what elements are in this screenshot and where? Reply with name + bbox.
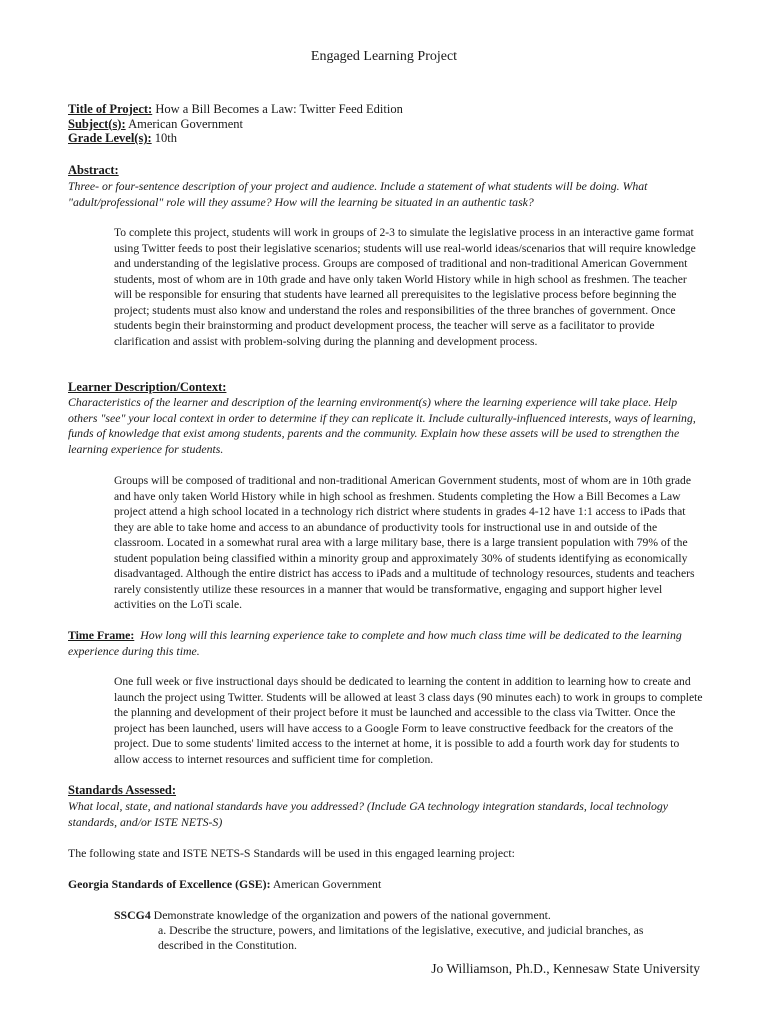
grade-row (68, 131, 403, 146)
title-row (68, 102, 403, 117)
timeframe-body: One full week or five instructional days should be dedicated to learning the content in addition to learning how to create and launch the project using Twitter. Students will be allowed at least 3 class days (90 minutes each) to work in groups to complete the planning and development of their project before it must be launched and accessible to the class via Twitter. Once the project has been launched, users will have access to a Google Form to leave constructive feedback for the creators of the project. Due to some students' limited access to the internet at home, it is possible to add a fourth work day for students to allow access to internet resources and sufficient time for completion. (114, 675, 703, 766)
standard-code: SSCG4 (114, 908, 151, 922)
grade-label: Grade Level(s): (68, 131, 152, 145)
gse-line (68, 877, 708, 892)
learner-heading: Learner Description/Context: (68, 380, 227, 394)
standards-intro: The following state and ISTE NETS-S Standards will be used in this engaged learning project: (68, 846, 515, 860)
subject-label: Subject(s): (68, 116, 126, 131)
learner-prompt: Characteristics of the learner and description of the learning environment(s) where the learning experience will take place. Help others "see" your local context in order to determine if they can replicate it. Include culturally-influenced interests, ways of learning, funds of knowledge that exist among students, parents and the community. Explain how these assets will be used to strengthen the learning experience for students. (68, 395, 696, 456)
abstract-prompt: Three- or four-sentence description of your project and audience. Include a statement of what students will be doing. What "adult/professional" role will they assume? How will the learning be situated in an authentic task? (68, 179, 648, 209)
subject-value: American Government (128, 116, 243, 131)
title-label: Title of Project: (68, 102, 153, 116)
learner-body: Groups will be composed of traditional and non-traditional American Government students, most of whom are in 10th grade and have only taken World History while in high school as freshmen. Students completing the How a Bill Becomes a Law project attend a high school located in a technology rich district where students in grades 4-12 have 1:1 access to iPads that they are able to take home and access to an abundance of productivity tools for instructional use in and outside of the classroom. Located in a somewhat rural area with a large military base, there is a large transient population with 79% of the student population being classified within a minority group and approximately 30% of students identifying as economically disadvantaged. Although the entire district has access to iPads and a multitude of technology resources, students and teachers rarely consistently utilize these resources in a manner that would be transformative, engaging and support higher level activities on the LoTi scale. (114, 474, 695, 611)
abstract-body: To complete this project, students will work in groups of 2-3 to simulate the legislative process in an interactive game format using Twitter feeds to post their legislative scenarios; students will use real-world ideas/scenarios that will require knowledge and understanding of the legislative process. Groups are composed of traditional and non-traditional American Government students, most of whom are in 10th grade and have only taken World History while in high school as freshmen. The teacher will be responsible for ensuring that students have learned all prerequisites to the legislative process before beginning the project; students must also know and understand the roles and responsibilities of the three branches of government. Once students begin their brainstorming and product development process, the teacher will serve as a facilitator to provide clarification and assist with problem-solving during the planning and development process. (114, 226, 696, 348)
abstract-heading: Abstract: (68, 163, 119, 177)
subject-row (68, 117, 403, 132)
standard-sub-a: a. Describe the structure, powers, and limitations of the legislative, executive, and judicial branches, as described in the Constitution. (158, 923, 644, 952)
gse-value: American Government (272, 877, 382, 891)
footer-credit: Jo Williamson, Ph.D., Kennesaw State University (431, 961, 700, 976)
project-meta (68, 102, 403, 146)
standards-prompt: What local, state, and national standards have you addressed? (Include GA technology integration standards, local technology standards, and/or ISTE NETS-S) (68, 799, 669, 829)
timeframe-prompt: How long will this learning experience take to complete and how much class time will be dedicated to the learning experience during this time. (68, 628, 682, 658)
standards-heading: Standards Assessed: (68, 783, 177, 797)
timeframe-block (68, 628, 708, 659)
title-value: How a Bill Becomes a Law: Twitter Feed Edition (155, 102, 403, 116)
standard-sscg4 (114, 908, 704, 923)
document-title: Engaged Learning Project (310, 49, 458, 64)
standard-text: Demonstrate knowledge of the organization and powers of the national government. (153, 908, 551, 922)
gse-label: Georgia Standards of Excellence (GSE): (68, 877, 271, 891)
timeframe-heading: Time Frame: (68, 628, 135, 642)
grade-value: 10th (154, 131, 178, 145)
